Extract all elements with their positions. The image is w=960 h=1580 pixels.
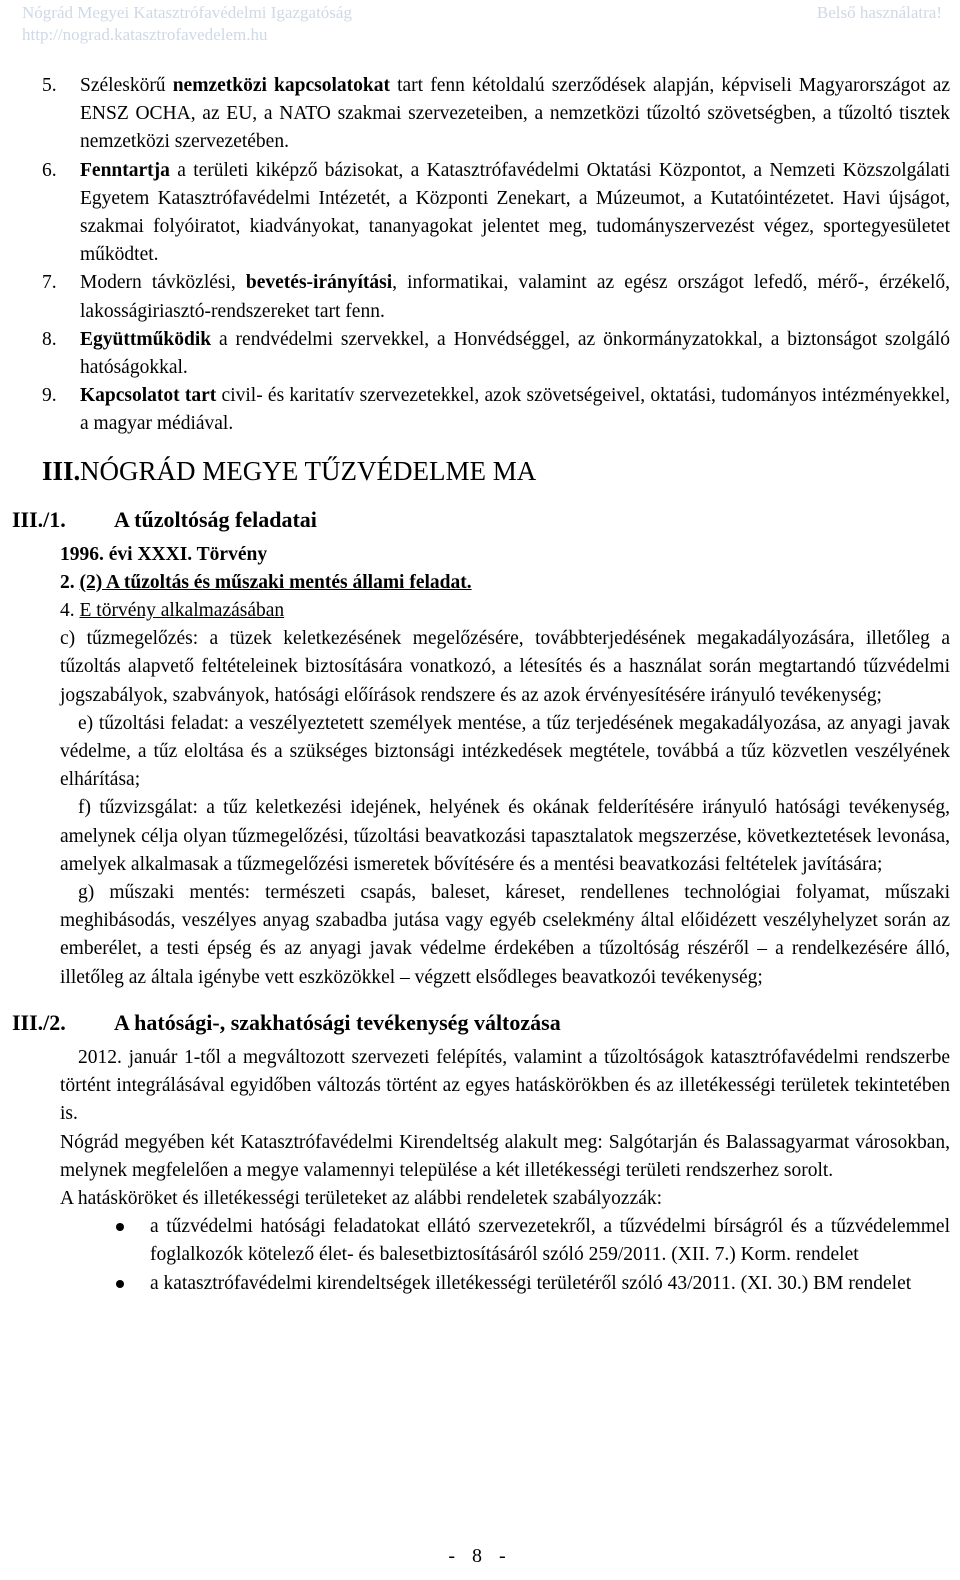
list-item	[42, 72, 950, 157]
page-number: - 8 -	[448, 1545, 512, 1567]
item-bold: Együttműködik	[80, 328, 212, 350]
section-number: III.	[42, 455, 81, 486]
item-number: 6.	[42, 159, 57, 181]
body-paragraph: Nógrád megyében két Katasztrófavédelmi Kirendeltség alakult meg: Salgótarján és Balassagyarmat városokban, melynek megfelelően a megye valamennyi települése a két illetékességi területi rendszerhez sorolt.	[60, 1131, 950, 1181]
document-body	[12, 72, 951, 1298]
definitions	[60, 625, 950, 992]
list-item	[42, 326, 950, 382]
law-title: 1996. évi XXXI. Törvény	[60, 543, 268, 565]
list-item	[42, 157, 950, 270]
numbered-list	[42, 72, 950, 439]
body-paragraph: A hatásköröket és illetékességi területeket az alábbi rendeletek szabályozzák:	[60, 1187, 663, 1209]
item-number: 8.	[42, 328, 57, 350]
law-paragraph-2: 2. (2) A tűzoltás és műszaki mentés állami feladat.	[60, 571, 472, 593]
item-text: Modern távközlési, bevetés-irányítási, informatikai, valamint az egész országot lefedő, mérő-, érzékelő, lakosságiriasztó-rendszereket tart fenn.	[80, 272, 951, 322]
item-text: Széleskörű nemzetközi kapcsolatokat tart fenn kétoldalú szerződések alapján, képviseli Magyarországot az ENSZ OCHA, az EU, a NATO szakmai szervezeteiben, a nemzetközi tűzoltó szövetségben, a tűzoltó tisztek nemzetközi szervezetében.	[80, 75, 951, 153]
item-number: 9.	[42, 385, 57, 407]
list-item	[42, 382, 950, 438]
page-header	[22, 2, 942, 46]
header-organization: Nógrád Megyei Katasztrófavédelmi Igazgatóság	[22, 3, 352, 22]
section-heading	[42, 451, 950, 491]
section-title: NÓGRÁD MEGYE TŰZVÉDELME MA	[80, 455, 537, 486]
item-bold: Fenntartja	[80, 159, 170, 181]
header-url: http://nograd.katasztrofavedelem.hu	[22, 25, 268, 44]
item-bold: Kapcsolatot tart	[80, 385, 217, 407]
header-classification: Belső használatra!	[816, 3, 942, 22]
item-bold: bevetés-irányítási	[245, 272, 393, 294]
subsection-number: III./1.	[12, 506, 66, 532]
item-text: Fenntartja a területi kiképző bázisokat, a Katasztrófavédelmi Oktatási Központot, a Nemzeti Közszolgálati Egyetem Katasztrófavédelmi Intézetét, a Központi Zenekart, a Múzeumot, a Kutatóintézetet. Havi újságot, szakmai folyóiratot, kiadványokat, tananyagokat jelentet meg, tudományszervezést végez, sportegyesületet működtet.	[80, 159, 950, 266]
definition-paragraph: f) tűzvizsgálat: a tűz keletkezési idejének, helyének és okának felderítésére irányuló hatósági tevékenység, amelynek célja olyan tűzmegelőzési, tűzoltási beavatkozási tapasztalatok megszerzése, következtetések levonása, amelyek alkalmasak a tűzmegelőzési ismeretek bővítésére és a mentési beavatkozási feltételek javítására;	[60, 797, 950, 875]
law-reference	[60, 541, 950, 626]
definition-paragraph: c) tűzmegelőzés: a tüzek keletkezésének megelőzésére, továbbterjedésének megakadályozására, illetőleg a tűzoltás alapvető feltételeinek biztosítására vonatkozó, a létesítés és a használat során megtartandó tűzvédelmi jogszabályok, szabványok, hatósági előírások rendszere és az azok érvényesítésére irányuló tevékenység;	[60, 628, 950, 706]
definition-paragraph: g) műszaki mentés: természeti csapás, baleset, káreset, rendellenes technológiai folyamat, műszaki meghibásodás, veszélyes anyag szabadba jutása vagy egyéb cselekmény által előidézett veszélyhelyzet során az emberélet, a testi épség és az anyagi javak védelme érdekében a tűzoltóság részéről – a rendelkezésére álló, illetőleg az általa igénybe vett eszközökkel – végzett elsődleges beavatkozói tevékenység;	[60, 882, 950, 988]
subsection-heading	[12, 505, 950, 535]
regulation-list	[60, 1213, 950, 1298]
subsection-number: III./2.	[12, 1009, 66, 1035]
item-text: Együttműködik a rendvédelmi szervekkel, a Honvédséggel, az önkormányzatokkal, a biztonságot szolgáló hatóságokkal.	[80, 328, 950, 379]
list-item: a katasztrófavédelmi kirendeltségek illetékességi területéről szóló 43/2011. (XI. 30.) BM rendelet	[150, 1270, 950, 1298]
subsection-title: A hatósági-, szakhatósági tevékenység változása	[114, 1009, 561, 1035]
item-number: 5.	[42, 75, 57, 96]
item-text: Kapcsolatot tart civil- és karitatív szervezetekkel, azok szövetségeivel, oktatási, tudományos intézményekkel, a magyar médiával.	[80, 385, 950, 435]
law-paragraph-4: 4. E törvény alkalmazásában	[60, 600, 285, 622]
subsection-title: A tűzoltóság feladatai	[114, 506, 317, 532]
item-number: 7.	[42, 272, 57, 294]
subsection-body	[60, 1044, 950, 1298]
definition-paragraph: e) tűzoltási feladat: a veszélyeztetett személyek mentése, a tűz terjedésének megakadályozása, az anyagi javak védelme, a tűz eloltása és a szükséges biztonsági intézkedések megtétele, továbbá a tűz közvetlen veszélyének elhárítása;	[60, 712, 950, 791]
subsection-heading	[12, 1008, 950, 1038]
list-item: a tűzvédelmi hatósági feladatokat ellátó szervezetekről, a tűzvédelmi bírságról és a tűzvédelemmel foglalkozók kötelező élet- és balesetbiztosításáról szóló 259/2011. (XII. 7.) Korm. rendelet	[150, 1213, 950, 1269]
item-bold: nemzetközi kapcsolatokat	[172, 75, 390, 96]
body-paragraph: 2012. január 1-től a megváltozott szervezeti felépítés, valamint a tűzoltóságok katasztrófavédelmi rendszerbe történt integrálásával egyidőben változás történt az egyes hatáskörökben és az illetékességi területek tekintetében is.	[60, 1046, 950, 1125]
list-item	[42, 269, 950, 325]
